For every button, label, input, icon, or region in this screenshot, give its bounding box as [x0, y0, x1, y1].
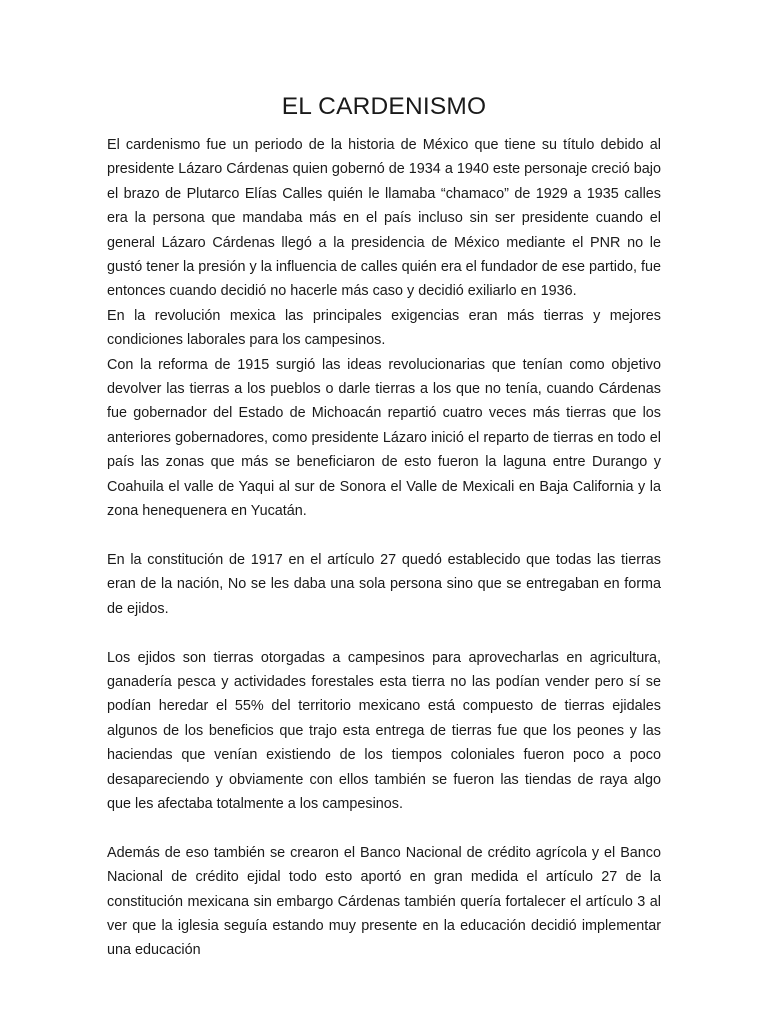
document-page: [107, 88, 661, 963]
paragraph-spacer: [107, 621, 661, 645]
paragraph-ejidos: Los ejidos son tierras otorgadas a campesinos para aprovecharlas en agricultura, ganadería pesca y actividades forestales esta tierra no las podían vender pero sí se podían heredar el 55% del territorio mexicano está compuesto de tierras ejidales algunos de los beneficios que trajo esta entrega de tierras fue que los peones y las haciendas que venían existiendo de los tiempos coloniales fueron poco a poco desapareciendo y obviamente con ellos también se fueron las tiendas de raya algo que les afectaba totalmente a los campesinos.: [107, 649, 661, 812]
paragraph-revolucion: En la revolución mexica las principales exigencias eran más tierras y mejores condiciones laborales para los campesinos.: [107, 307, 661, 349]
paragraph-cardenismo-intro: El cardenismo fue un periodo de la historia de México que tiene su título debido al presidente Lázaro Cárdenas quien gobernó de 1934 a 1940 este personaje creció bajo el brazo de Plutarco Elías Calles quién le llamaba “chamaco” de 1929 a 1935 calles era la persona que mandaba más en el país incluso sin ser presidente cuando el general Lázaro Cárdenas llegó a la presidencia de México mediante el PNR no le gustó tener la presión y la influencia de calles quién era el fundador de ese partido, fue entonces cuando decidió no hacerle más caso y decidió exiliarlo en 1936.: [107, 137, 661, 300]
paragraph-spacer: [107, 524, 661, 548]
document-title: EL CARDENISMO: [281, 93, 487, 120]
paragraph-bancos: Además de eso también se crearon el Banco Nacional de crédito agrícola y el Banco Nacional de crédito ejidal todo esto aportó en gran medida el artículo 27 de la constitución mexicana sin embargo Cárdenas también quería fortalecer el artículo 3 al ver que la iglesia seguía estando muy presente en la educación decidió implementar una educación: [107, 844, 661, 959]
paragraph-reforma-1915: Con la reforma de 1915 surgió las ideas revolucionarias que tenían como objetivo devolver las tierras a los pueblos o darle tierras a los que no tenía, cuando Cárdenas fue gobernador del Estado de Michoacán repartió cuatro veces más tierras que los anteriores gobernadores, como presidente Lázaro inició el reparto de tierras en todo el país las zonas que más se beneficiaron de esto fueron la laguna entre Durango y Coahuila el valle de Yaqui al sur de Sonora el Valle de Mexicali en Baja California y la zona henequenera en Yucatán.: [107, 356, 661, 520]
paragraph-constitucion-1917: En la constitución de 1917 en el artículo 27 quedó establecido que todas las tierras eran de la nación, No se les daba una sola persona sino que se entregaban en forma de ejidos.: [107, 551, 661, 617]
paragraph-spacer: [107, 816, 661, 840]
